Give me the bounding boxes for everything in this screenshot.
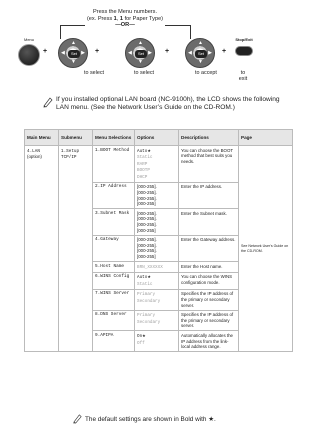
arrow-right-icon: ▶ xyxy=(81,50,85,56)
footer-text: The default settings are shown in Bold with ★. xyxy=(85,416,216,423)
table-header-row xyxy=(25,130,293,146)
set-key-label: Set xyxy=(195,50,207,58)
options-cell xyxy=(135,272,179,289)
description-cell: Automatically allocates the IP address from the link-local address range. xyxy=(179,331,239,352)
navigation-dial-icon xyxy=(125,38,155,68)
option-value: [000-255] xyxy=(137,201,156,207)
header-submenu: Submenu xyxy=(59,130,93,146)
arrow-right-icon: ▶ xyxy=(208,50,212,56)
option-value: Secondary xyxy=(137,319,161,325)
menu-selection-cell: 9.APIPA xyxy=(93,331,135,352)
description-cell: Enter the Gateway address. xyxy=(179,235,239,261)
table-row xyxy=(25,146,293,183)
submenu-name: TCP/IP xyxy=(61,155,77,161)
stop-exit-key-icon xyxy=(235,46,253,56)
menu-key-label: Menu xyxy=(23,37,34,42)
description-cell: Enter the IP address. xyxy=(179,182,239,208)
description-cell: Enter the Subnet mask. xyxy=(179,209,239,235)
options-cell xyxy=(135,310,179,331)
navigation-dial-icon xyxy=(58,38,88,68)
leader-line xyxy=(165,25,190,26)
navigation-dial-icon xyxy=(185,38,215,68)
key-instruction-diagram xyxy=(0,0,300,92)
arrow-down-icon: ▼ xyxy=(71,59,76,65)
option-value: Auto xyxy=(137,275,148,281)
lan-menu-table xyxy=(24,129,293,352)
option-value: [000-255]. xyxy=(137,242,157,248)
option-value: Primary xyxy=(137,313,156,319)
header-descriptions: Descriptions xyxy=(179,130,239,146)
note-text: If you installed optional LAN board (NC-9100h), the LCD shows the following LAN menu. (See the Network User’s Guide on the CD-ROM.) xyxy=(56,96,280,112)
leader-line xyxy=(190,25,191,39)
arrow-left-icon: ◀ xyxy=(128,50,132,56)
option-value: [000-255]. xyxy=(137,190,157,196)
option-value: Static xyxy=(137,155,153,161)
arrow-up-icon: ▲ xyxy=(138,40,143,46)
option-value: BRN_XXXXXX xyxy=(137,264,163,270)
default-settings-note xyxy=(72,414,287,425)
menu-key-icon xyxy=(18,44,40,66)
submenu-name: 1.Setup xyxy=(61,148,80,154)
option-value: [000-255]. xyxy=(137,248,157,254)
header-options: Options xyxy=(135,130,179,146)
default-star-icon: ★ xyxy=(147,147,151,153)
option-value: Static xyxy=(137,281,153,287)
to-select-label: to select xyxy=(83,70,105,76)
set-key-label: Set xyxy=(135,50,147,58)
default-star-icon: ★ xyxy=(142,332,146,338)
option-value: Primary xyxy=(137,292,156,298)
description-cell: Enter the Host name. xyxy=(179,262,239,273)
option-value: On xyxy=(137,333,143,339)
options-cell xyxy=(135,262,179,273)
description-cell: Specifies the IP address of the primary or secondary server. xyxy=(179,310,239,331)
leader-line xyxy=(60,25,61,39)
options-cell xyxy=(135,146,179,183)
options-cell xyxy=(135,235,179,261)
plus-icon: + xyxy=(95,48,100,55)
option-value: BOOTP xyxy=(137,168,150,174)
menu-selection-cell: 1.BOOT Method xyxy=(93,146,135,183)
main-menu-note: (option) xyxy=(27,154,42,160)
option-value: DHCP xyxy=(137,174,148,180)
menu-selection-cell: 5.Host Name xyxy=(93,262,135,273)
description-cell: You can choose the WINS configuration mode. xyxy=(179,272,239,289)
menu-selection-cell: 8.DNS Server xyxy=(93,310,135,331)
option-value: [000-255]. xyxy=(137,195,157,201)
plus-icon: + xyxy=(222,48,227,55)
option-value: [000-255]. xyxy=(137,237,157,243)
description-cell: Specifies the IP address of the primary or secondary server. xyxy=(179,289,239,310)
main-menu-name: 4.LAN xyxy=(27,148,40,154)
menu-selection-cell: 6.WINS Config xyxy=(93,272,135,289)
to-select-label: to select xyxy=(133,70,155,76)
arrow-down-icon: ▼ xyxy=(198,59,203,65)
arrow-left-icon: ◀ xyxy=(61,50,65,56)
option-value: [000-255]. xyxy=(137,210,157,216)
pencil-note-icon xyxy=(42,96,54,108)
options-cell xyxy=(135,209,179,235)
or-separator: —OR— xyxy=(115,22,135,28)
diagram-caption: Press the Menu numbers. (ex. Press 1, 1 for Paper Type) xyxy=(86,9,164,22)
menu-selection-cell: 2.IP Address xyxy=(93,182,135,208)
option-value: [000-255] xyxy=(137,227,156,233)
arrow-down-icon: ▼ xyxy=(138,59,143,65)
to-accept-label: to accept xyxy=(195,70,217,76)
option-value: Off xyxy=(137,340,145,346)
set-key-label: Set xyxy=(68,50,80,58)
submenu-cell xyxy=(59,146,93,352)
option-value: Secondary xyxy=(137,298,161,304)
menu-selection-cell: 3.Subnet Mask xyxy=(93,209,135,235)
options-cell xyxy=(135,182,179,208)
page-reference-cell: See Network User's Guide on the CD-ROM. xyxy=(239,146,293,352)
header-main-menu: Main Menu xyxy=(25,130,59,146)
header-page: Page xyxy=(239,130,293,146)
option-value: Auto xyxy=(137,148,148,154)
to-exit-label: to exit xyxy=(238,70,248,82)
arrow-up-icon: ▲ xyxy=(198,40,203,46)
leader-line xyxy=(60,25,85,26)
arrow-left-icon: ◀ xyxy=(188,50,192,56)
description-cell: You can choose the BOOT method that best suits you needs. xyxy=(179,146,239,183)
main-menu-cell xyxy=(25,146,59,352)
header-menu-selections: Menu Selections xyxy=(93,130,135,146)
menu-selection-cell: 4.Gateway xyxy=(93,235,135,261)
option-value: [000-255]. xyxy=(137,222,157,228)
option-value: RARP xyxy=(137,161,148,167)
menu-selection-cell: 7.WINS Server xyxy=(93,289,135,310)
option-value: [000-255]. xyxy=(137,216,157,222)
arrow-up-icon: ▲ xyxy=(71,40,76,46)
arrow-right-icon: ▶ xyxy=(148,50,152,56)
plus-icon: + xyxy=(165,48,170,55)
option-value: [000-255] xyxy=(137,254,156,259)
pencil-note-icon xyxy=(72,413,83,424)
stop-exit-key-label: Stop/Exit xyxy=(235,37,253,42)
options-cell xyxy=(135,289,179,310)
options-cell xyxy=(135,331,179,352)
plus-icon: + xyxy=(43,48,48,55)
option-value: [000-255]. xyxy=(137,184,157,190)
default-star-icon: ★ xyxy=(147,274,151,280)
